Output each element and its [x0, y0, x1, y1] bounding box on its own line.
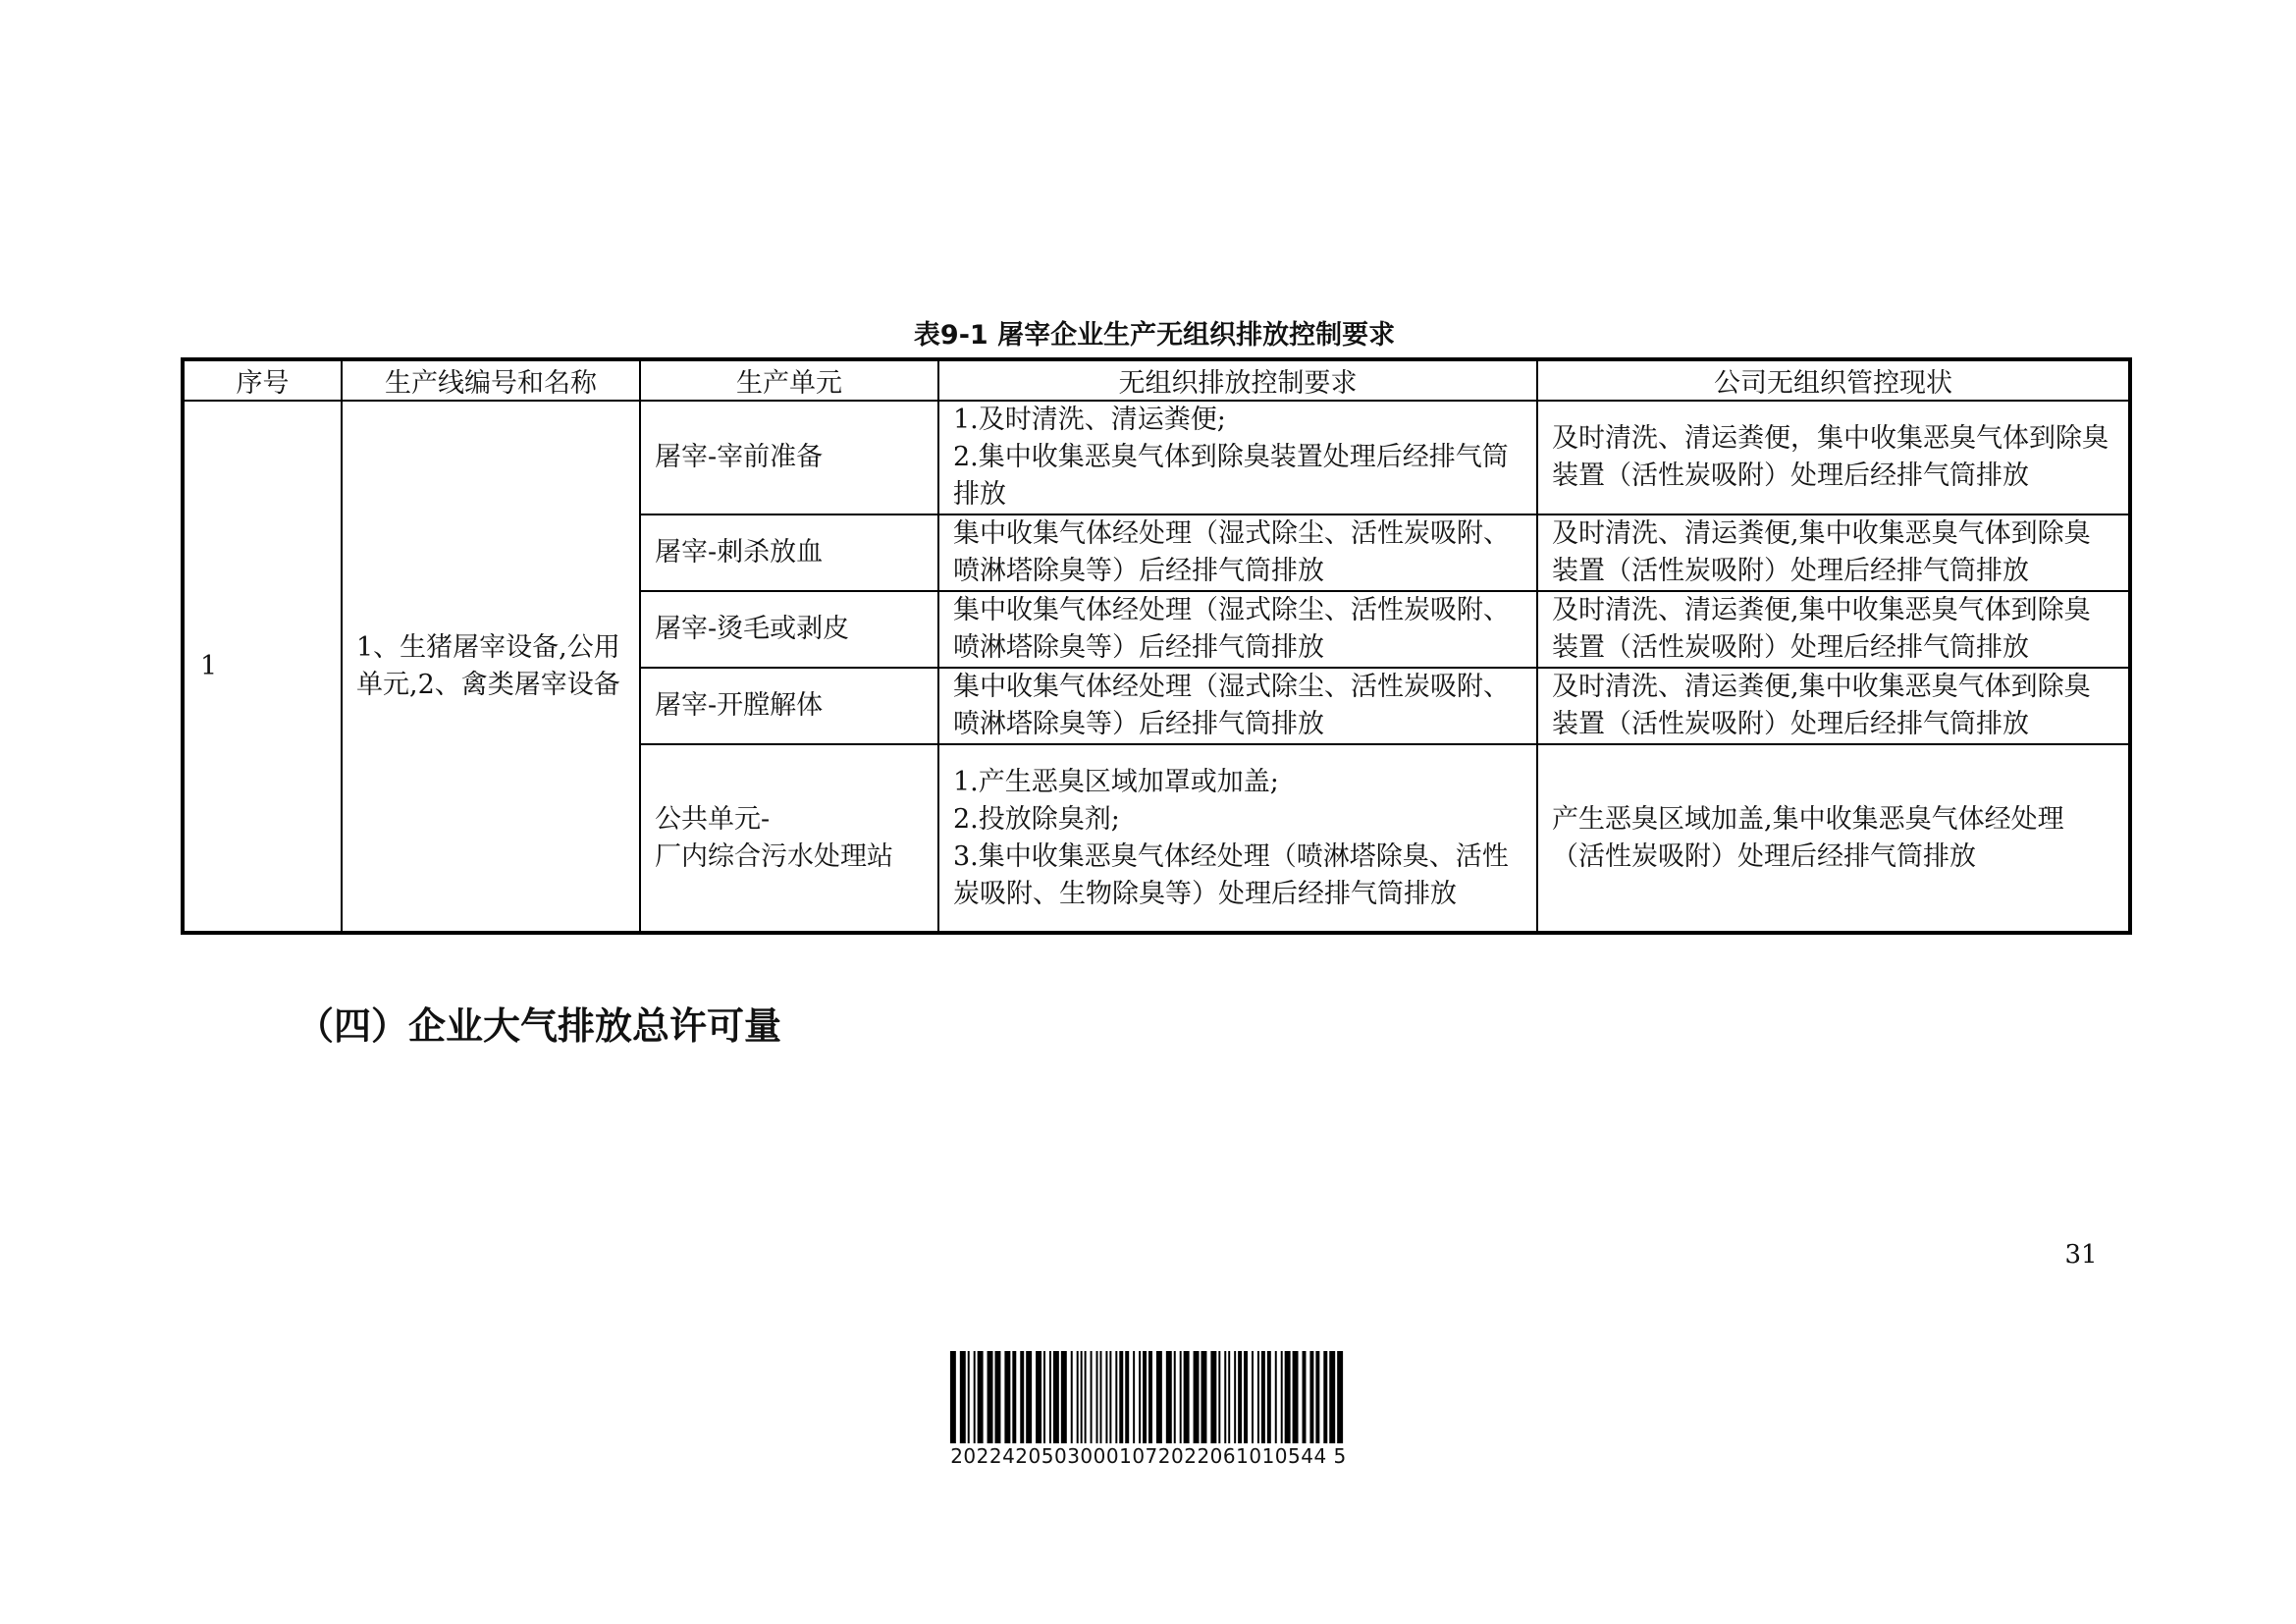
barcode-bar — [1228, 1351, 1230, 1443]
barcode-bar — [1026, 1351, 1032, 1443]
barcode-bar — [978, 1351, 984, 1443]
header-line-name: 生产线编号和名称 — [342, 359, 640, 401]
barcode-bar — [1257, 1351, 1259, 1443]
barcode-bar — [1012, 1351, 1016, 1443]
barcode-bar — [1143, 1351, 1147, 1443]
barcode-bar — [988, 1351, 993, 1443]
emission-control-table — [181, 357, 2132, 935]
barcode-bar — [1267, 1351, 1271, 1443]
barcode-bar — [994, 1351, 1000, 1443]
status-cell: 及时清洗、清运粪便,集中收集恶臭气体到除臭装置（活性炭吸附）处理后经排气筒排放 — [1537, 514, 2130, 591]
barcode-bar — [1043, 1351, 1045, 1443]
barcode-bar — [1174, 1351, 1176, 1443]
barcode-bar — [1049, 1351, 1051, 1443]
barcode-bar — [1281, 1351, 1283, 1443]
barcode-bar — [1105, 1351, 1107, 1443]
barcode-bar — [1091, 1351, 1093, 1443]
barcode-bar — [1148, 1351, 1152, 1443]
barcode-bar — [1099, 1351, 1101, 1443]
barcode-bar — [950, 1351, 956, 1443]
barcode-bar — [1285, 1351, 1291, 1443]
status-cell: 及时清洗、清运粪便，集中收集恶臭气体到除臭装置（活性炭吸附）处理后经排气筒排放 — [1537, 401, 2130, 514]
unit-cell: 屠宰-宰前准备 — [640, 401, 938, 514]
requirement-cell: 集中收集气体经处理（湿式除尘、活性炭吸附、喷淋塔除臭等）后经排气筒排放 — [938, 514, 1537, 591]
line-name-cell: 1、生猪屠宰设备,公用单元,2、禽类屠宰设备 — [342, 401, 640, 933]
barcode-bar — [1071, 1351, 1073, 1443]
page-number: 31 — [2064, 1240, 2098, 1270]
barcode-bar — [1210, 1351, 1216, 1443]
requirement-cell: 集中收集气体经处理（湿式除尘、活性炭吸附、喷淋塔除臭等）后经排气筒排放 — [938, 591, 1537, 668]
unit-cell: 公共单元- 厂内综合污水处理站 — [640, 744, 938, 933]
barcode-bar — [1115, 1351, 1117, 1443]
section-heading: （四）企业大气排放总许可量 — [296, 1003, 782, 1048]
barcode-bar — [1275, 1351, 1277, 1443]
barcode-bar — [1261, 1351, 1265, 1443]
barcode-bar — [1337, 1351, 1343, 1443]
barcode-number: 20224205030001072022061010544 5 — [950, 1444, 1347, 1468]
barcode-bar — [1139, 1351, 1141, 1443]
barcode-bar — [1125, 1351, 1129, 1443]
barcode — [942, 1351, 1355, 1469]
barcode-bar — [1238, 1351, 1242, 1443]
table-row — [183, 401, 2130, 514]
status-cell: 及时清洗、清运粪便,集中收集恶臭气体到除臭装置（活性炭吸附）处理后经排气筒排放 — [1537, 591, 2130, 668]
barcode-bar — [1303, 1351, 1307, 1443]
barcode-bar — [1315, 1351, 1319, 1443]
status-cell: 及时清洗、清运粪便,集中收集恶臭气体到除臭装置（活性炭吸附）处理后经排气筒排放 — [1537, 668, 2130, 744]
barcode-bar — [1252, 1351, 1254, 1443]
barcode-bar — [1194, 1351, 1200, 1443]
barcode-bar — [1323, 1351, 1327, 1443]
barcode-bar — [1293, 1351, 1299, 1443]
barcode-bar — [1096, 1351, 1098, 1443]
header-seq: 序号 — [183, 359, 342, 401]
barcode-bar — [1180, 1351, 1182, 1443]
barcode-bar — [960, 1351, 966, 1443]
barcode-bar — [1133, 1351, 1135, 1443]
header-unit: 生产单元 — [640, 359, 938, 401]
barcode-bar — [1036, 1351, 1041, 1443]
barcode-bar — [1166, 1351, 1172, 1443]
unit-cell: 屠宰-刺杀放血 — [640, 514, 938, 591]
header-status: 公司无组织管控现状 — [1537, 359, 2130, 401]
status-cell: 产生恶臭区域加盖,集中收集恶臭气体经处理（活性炭吸附）处理后经排气筒排放 — [1537, 744, 2130, 933]
barcode-bar — [1004, 1351, 1010, 1443]
requirement-cell: 1.及时清洗、清运粪便; 2.集中收集恶臭气体到除臭装置处理后经排气筒排放 — [938, 401, 1537, 514]
barcode-bar — [1309, 1351, 1313, 1443]
barcode-bar — [1085, 1351, 1087, 1443]
seq-cell: 1 — [183, 401, 342, 933]
barcode-bar — [1109, 1351, 1111, 1443]
barcode-bar — [1234, 1351, 1236, 1443]
barcode-bar — [1184, 1351, 1190, 1443]
barcode-bar — [1053, 1351, 1059, 1443]
requirement-cell: 1.产生恶臭区域加罩或加盖; 2.投放除臭剂; 3.集中收集恶臭气体经处理（喷淋塔除臭、活性炭吸附、生物除臭等）处理后经排气筒排放 — [938, 744, 1537, 933]
barcode-bar — [1061, 1351, 1067, 1443]
barcode-bar — [1201, 1351, 1206, 1443]
barcode-bar — [968, 1351, 970, 1443]
barcode-bar — [1119, 1351, 1123, 1443]
barcode-bar — [1224, 1351, 1226, 1443]
barcode-bars — [942, 1351, 1355, 1443]
barcode-bar — [1077, 1351, 1079, 1443]
unit-cell: 屠宰-烫毛或剥皮 — [640, 591, 938, 668]
barcode-bar — [1218, 1351, 1220, 1443]
table-caption: 表9-1 屠宰企业生产无组织排放控制要求 — [913, 320, 1396, 351]
table-header-row — [183, 359, 2130, 401]
barcode-bar — [1020, 1351, 1024, 1443]
header-requirement: 无组织排放控制要求 — [938, 359, 1537, 401]
barcode-bar — [974, 1351, 976, 1443]
unit-cell: 屠宰-开膛解体 — [640, 668, 938, 744]
barcode-bar — [1244, 1351, 1248, 1443]
barcode-bar — [1329, 1351, 1335, 1443]
barcode-bar — [1156, 1351, 1162, 1443]
barcode-bar — [1081, 1351, 1083, 1443]
requirement-cell: 集中收集气体经处理（湿式除尘、活性炭吸附、喷淋塔除臭等）后经排气筒排放 — [938, 668, 1537, 744]
